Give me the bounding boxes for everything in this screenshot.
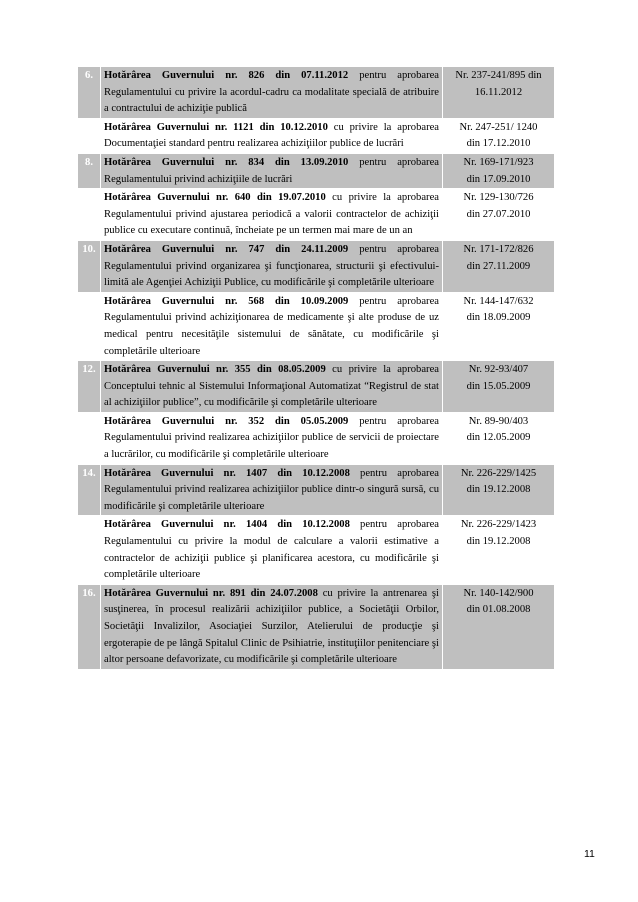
act-description — [101, 118, 443, 153]
ref-number: Nr. 89-90/403 — [468, 415, 529, 427]
table-row — [78, 361, 555, 413]
act-text: cu privire la aprobarea Conceptului tehnic al Sistemului Informaţional Automatizat “Registrul de stat al achiziţiilor publice”, cu modificările şi completările ulterioare — [104, 364, 439, 409]
table-row — [78, 118, 555, 153]
act-text: pentru aprobarea Regulamentului privind realizarea achiziţiilor publice de servicii de proiectare a lucrărilor, cu modificările şi completările ulterioare — [104, 415, 439, 461]
ref-date: din 27.07.2010 — [466, 208, 531, 220]
act-description — [101, 240, 443, 292]
publication-reference — [443, 516, 555, 584]
row-number: 11. — [78, 292, 101, 360]
row-number: 12. — [78, 361, 101, 413]
ref-date: din 27.11.2009 — [466, 260, 531, 272]
act-text: cu privire la aprobarea Documentaţiei standard pentru realizarea achiziţiilor publice de lucrări — [104, 121, 440, 150]
ref-date: din 17.09.2010 — [466, 173, 531, 185]
legislation-table — [77, 66, 555, 670]
ref-date: din 18.09.2009 — [466, 312, 531, 324]
act-description — [101, 153, 443, 188]
table-row — [78, 412, 555, 464]
act-text: pentru aprobarea Regulamentului cu privire la modul de calculare a valorii estimative a contractelor de achiziţii publice şi planificarea acestora, cu modificările şi completările ulterioare — [104, 519, 439, 581]
act-description — [101, 67, 443, 119]
ref-number: Nr. 140-142/900 — [463, 587, 534, 599]
act-text: pentru aprobarea Regulamentului privind achiziţionarea de medicamente şi alte produse de uz medical pentru necesităţile sistemului de sănătate, cu modificările şi completările ulterioare — [104, 295, 439, 357]
act-title: Hotărârea Guvernului nr. 568 din 10.09.2009 — [104, 295, 349, 307]
table-row — [78, 584, 555, 669]
publication-reference — [443, 67, 555, 119]
act-text: pentru aprobarea Regulamentului privind achiziţiile de lucrări — [104, 156, 439, 185]
ref-number: Nr. 247-251/ 1240 — [459, 121, 538, 133]
row-number: 13. — [78, 412, 101, 464]
table-row — [78, 153, 555, 188]
row-number: 15. — [78, 516, 101, 584]
act-title: Hotărârea Guvernului nr. 1407 din 10.12.2008 — [104, 467, 350, 479]
row-number: 9. — [78, 189, 101, 241]
ref-number: Nr. 144-147/632 — [463, 295, 534, 307]
ref-date: din 15.05.2009 — [466, 380, 531, 392]
act-title: Hotărârea Guvernului nr. 640 din 19.07.2010 — [104, 192, 326, 204]
publication-reference — [443, 464, 555, 516]
row-number: 16. — [78, 584, 101, 669]
act-text: pentru aprobarea Regulamentului privind realizarea achiziţiilor publice dintr-o singură sursă, cu modificările şi completările ulterioare — [104, 467, 439, 512]
act-text: cu privire la aprobarea Regulamentului privind ajustarea periodică a valorii contractelor de achiziţii publice cu executare continuă, încheiate pe un termen mai mare de un an — [104, 192, 439, 237]
row-number: 8. — [78, 153, 101, 188]
act-title: Hotărârea Guvernului nr. 352 din 05.05.2009 — [104, 415, 349, 427]
act-title: Hotărârea Guvernului nr. 826 din 07.11.2012 — [104, 70, 349, 81]
act-description — [101, 516, 443, 584]
act-title: Hotărârea Guvernului nr. 891 din 24.07.2008 — [104, 587, 318, 599]
act-title: Hotărârea Guvernului nr. 747 din 24.11.2009 — [104, 243, 349, 255]
act-description — [101, 292, 443, 360]
act-title: Hotărârea Guvernului nr. 834 din 13.09.2010 — [104, 156, 349, 168]
publication-reference — [443, 361, 555, 413]
act-text: cu privire la antrenarea şi susţinerea, în procesul realizării achiziţiilor publice, a Societăţii Orbilor, Societăţii Invalizilor, Asociaţiei Surzilor, Atelierului de producţie şi ergoterapie de pe lângă Spitalul Clinic de Psihiatrie, instituţiilor penitenciare şi altor persoane defavorizate, cu modificările şi completările ulterioare — [104, 587, 439, 666]
table-row — [78, 516, 555, 584]
ref-number: Nr. 226-229/1425 — [460, 467, 537, 479]
table-row — [78, 240, 555, 292]
row-number: 6. — [78, 67, 101, 119]
act-title: Hotărârea Guvernului nr. 355 din 08.05.2009 — [104, 364, 326, 376]
row-number: 10. — [78, 240, 101, 292]
publication-reference — [443, 153, 555, 188]
ref-date: din 19.12.2008 — [466, 536, 531, 548]
ref-number: Nr. 237-241/895 din — [455, 70, 542, 81]
act-description — [101, 412, 443, 464]
table-row — [78, 67, 555, 119]
ref-date: din 12.05.2009 — [466, 432, 531, 444]
act-title: Hotărârea Guvernului nr. 1404 din 10.12.2008 — [104, 519, 350, 531]
act-title: Hotărârea Guvernului nr. 1121 din 10.12.2010 — [104, 121, 328, 133]
page-number: 11 — [584, 848, 595, 860]
publication-reference — [443, 412, 555, 464]
act-description — [101, 464, 443, 516]
ref-number: Nr. 169-171/923 — [463, 156, 534, 168]
table-row — [78, 189, 555, 241]
publication-reference — [443, 118, 555, 153]
ref-number: Nr. 92-93/407 — [468, 364, 529, 376]
ref-date: din 17.12.2010 — [466, 138, 531, 150]
ref-number: Nr. 129-130/726 — [463, 192, 534, 204]
publication-reference — [443, 240, 555, 292]
act-text: pentru aprobarea Regulamentului cu privire la acordul-cadru ca modalitate specială de atribuire a contractului de achiziţie publică — [104, 70, 440, 115]
row-number: 14. — [78, 464, 101, 516]
row-number: 7. — [78, 118, 101, 153]
act-text: pentru aprobarea Regulamentului privind organizarea şi funcţionarea, structurii şi efectivului-limită ale Agenţiei Achiziţii Publice, cu modificările şi completările ulterioare — [104, 243, 440, 289]
act-description — [101, 361, 443, 413]
publication-reference — [443, 584, 555, 669]
ref-number: Nr. 226-229/1423 — [460, 519, 537, 531]
table-row — [78, 464, 555, 516]
ref-date: din 01.08.2008 — [466, 604, 531, 616]
ref-date: din 19.12.2008 — [466, 484, 531, 496]
ref-date: 16.11.2012 — [474, 86, 523, 98]
act-description — [101, 584, 443, 669]
act-description — [101, 189, 443, 241]
publication-reference — [443, 292, 555, 360]
ref-number: Nr. 171-172/826 — [463, 243, 534, 255]
publication-reference — [443, 189, 555, 241]
table-row — [78, 292, 555, 360]
